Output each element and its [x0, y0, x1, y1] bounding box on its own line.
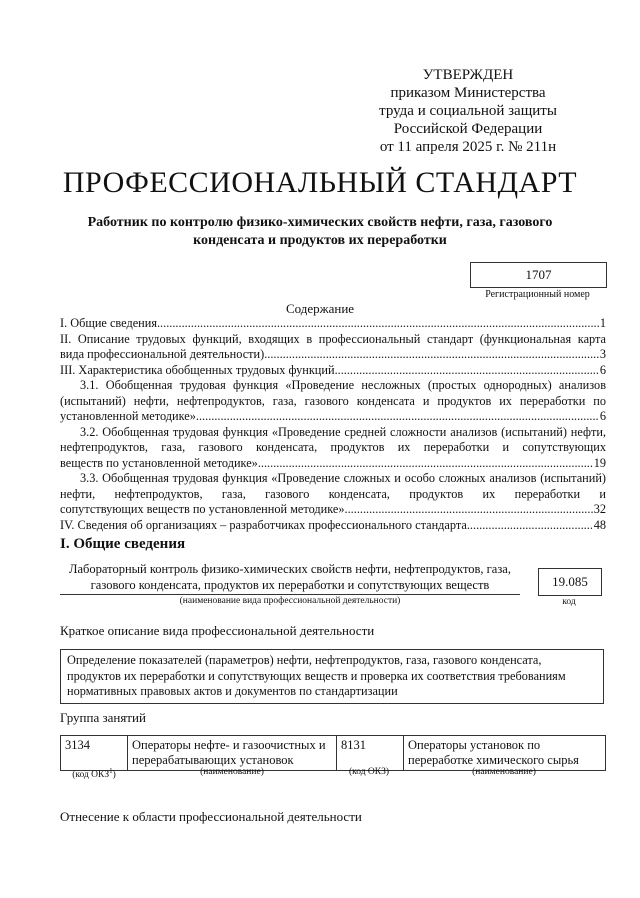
table-of-contents [60, 316, 606, 533]
toc-item[interactable] [60, 316, 606, 332]
toc-item-text: I. Общие сведения [60, 316, 157, 330]
brief-description-box: Определение показателей (параметров) нефти, нефтепродуктов, газа, газового конденсата, продуктов их переработки и сопутствующих веществ и проверка их соответствия требованиям нормативных правовых актов и документов по стандартизации [60, 649, 604, 704]
toc-item-page: 32 [593, 502, 606, 516]
activity-code-box: 19.085 [538, 568, 602, 596]
document-title: ПРОФЕССИОНАЛЬНЫЙ СТАНДАРТ [62, 166, 578, 199]
occupation-name-cell: Операторы установок по переработке химического сырья [404, 736, 606, 771]
toc-item[interactable] [60, 378, 606, 425]
toc-item-text: 3.1. Обобщенная трудовая функция «Проведение несложных (простых однородных) анализов (испытаний) нефти, нефтепродуктов, газа, газового конденсата и продуктов их переработки по [60, 378, 606, 408]
approval-line: труда и социальной защиты [379, 103, 557, 119]
toc-item-page: 1 [599, 316, 606, 330]
activity-caption: (наименование вида профессиональной деятельности) [179, 596, 401, 606]
toc-item-page: 6 [599, 362, 606, 377]
toc-item[interactable] [60, 332, 606, 363]
toc-item-text: 3.3. Обобщенная трудовая функция «Проведение сложных и особо сложных анализов (испытаний) нефти, нефтепродуктов, газа, газового конденсата, продуктов их переработки и [60, 471, 606, 501]
professional-area-heading: Отнесение к области профессиональной деятельности [60, 809, 362, 824]
approval-block [368, 66, 568, 156]
toc-heading: Содержание [285, 301, 355, 316]
toc-item-text: веществ по установленной методике» [60, 455, 258, 470]
registration-number-box: 1707 [470, 262, 607, 288]
standard-name: Работник по контролю физико-химических свойств нефти, газа, газового конденсата и продуктов их переработки [87, 215, 553, 248]
section-title: I. Общие сведения [60, 536, 186, 552]
occupation-name-cell: Операторы нефте- и газоочистных и перерабатывающих установок [128, 736, 337, 771]
occupation-name-caption: (наименование) [200, 767, 264, 777]
approval-heading: УТВЕРЖДЕН [422, 67, 514, 83]
toc-item[interactable] [60, 518, 606, 534]
okz-code-caption: (код ОКЗ$^1$) [72, 767, 116, 781]
table-row [61, 736, 606, 771]
occupation-name-caption: (наименование) [472, 767, 536, 777]
toc-item-page: 48 [593, 517, 606, 532]
brief-description-heading: Краткое описание вида профессиональной деятельности [60, 623, 375, 638]
toc-item-page: 3 [599, 347, 606, 361]
okz-code-cell: 3134 [61, 736, 128, 771]
toc-item-text: III. Характеристика обобщенных трудовых функций [60, 362, 335, 377]
toc-item-text: установленной методике» [60, 409, 196, 423]
activity-name: Лабораторный контроль физико-химических свойств нефти, нефтепродуктов, газа, газового конденсата, продуктов их переработки и сопутствующих веществ [69, 562, 511, 592]
toc-item-text: IV. Сведения об организациях – разработчиках профессионального стандарта [60, 517, 467, 532]
toc-item-page: 19 [593, 455, 606, 470]
okz-code-caption: (код ОКЗ) [348, 767, 390, 777]
toc-item[interactable] [60, 363, 606, 379]
okz-code-cell: 8131 [337, 736, 404, 771]
occupation-group-table [60, 735, 606, 771]
occupation-group-heading: Группа занятий [60, 710, 146, 725]
approval-line: приказом Министерства [390, 85, 546, 101]
toc-item-text: 3.2. Обобщенная трудовая функция «Проведение средней сложности анализов (испытаний) нефти, нефтепродуктов, газа, газового конденсата, продуктов их переработки и сопутствующих [60, 424, 606, 454]
toc-item-text: вида профессиональной деятельности) [60, 347, 265, 361]
toc-item[interactable] [60, 425, 606, 472]
toc-item-text: сопутствующих веществ по установленной методике» [60, 502, 345, 516]
registration-number-caption: Регистрационный номер [485, 289, 590, 300]
approval-line: Российской Федерации [393, 121, 543, 137]
activity-code-caption: код [562, 597, 576, 607]
toc-item[interactable] [60, 471, 606, 518]
toc-item-text: II. Описание трудовых функций, входящих в профессиональный стандарт (функциональная карта [60, 331, 606, 346]
activity-underline [60, 594, 520, 595]
approval-date-line: от 11 апреля 2025 г. № 211н [379, 139, 557, 155]
toc-item-page: 6 [599, 409, 606, 423]
